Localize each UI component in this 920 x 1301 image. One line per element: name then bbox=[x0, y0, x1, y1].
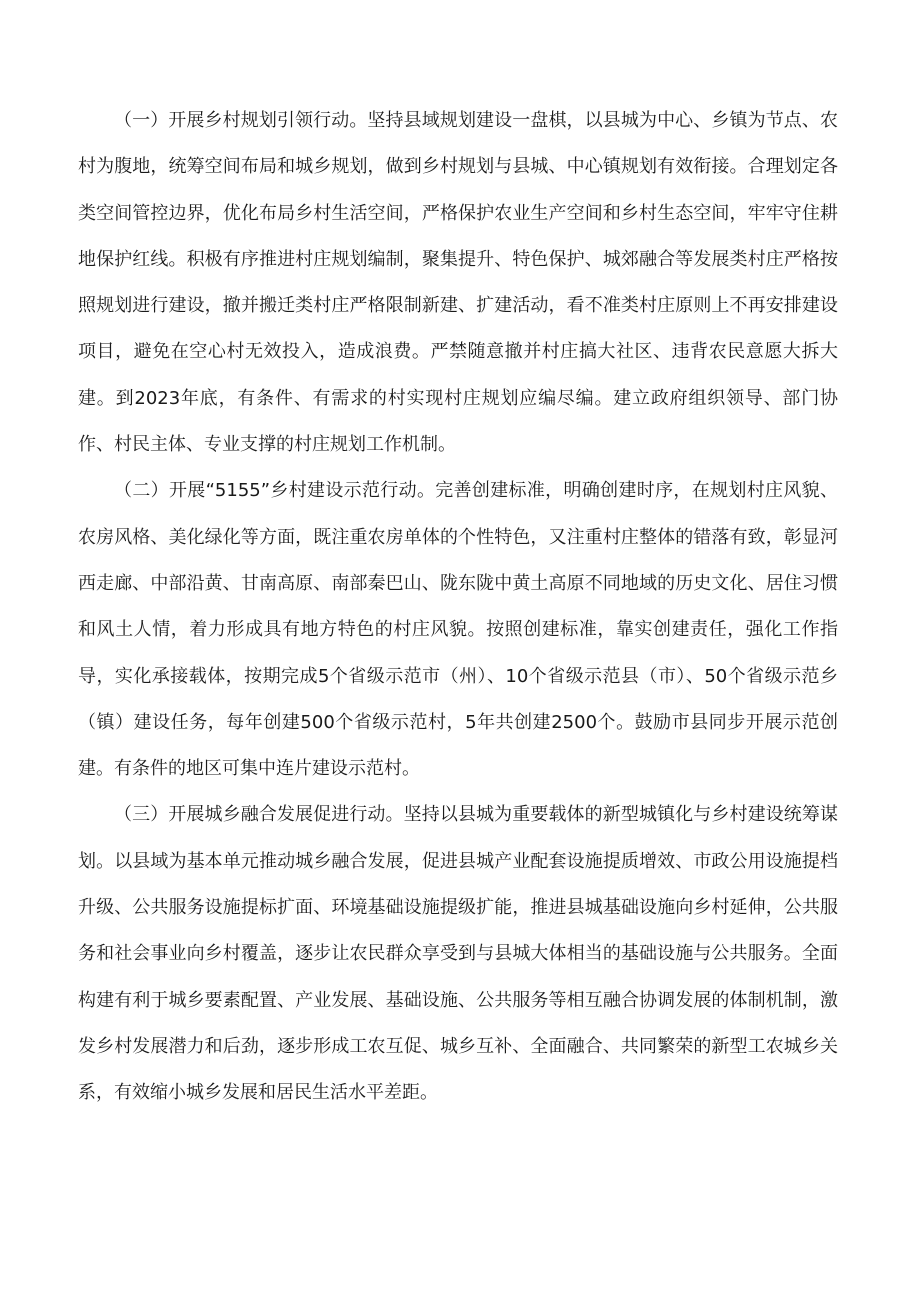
paragraph-urban-rural-integration-action: （三）开展城乡融合发展促进行动。坚持以县城为重要载体的新型城镇化与乡村建设统筹谋划。以县域为基本单元推动城乡融合发展，促进县城产业配套设施提质增效、市政公用设施提档升级、公共服务设施提标扩面、环境基础设施提级扩能，推进县城基础设施向乡村延伸，公共服务和社会事业向乡村覆盖，逐步让农民群众享受到与县城大体相当的基础设施与公共服务。全面构建有利于城乡要素配置、产业发展、基础设施、公共服务等相互融合协调发展的体制机制，激发乡村发展潜力和后劲，逐步形成工农互促、城乡互补、全面融合、共同繁荣的新型工农城乡关系，有效缩小城乡发展和居民生活水平差距。 bbox=[78, 804, 838, 1104]
paragraph-planning-action: （一）开展乡村规划引领行动。坚持县域规划建设一盘棋，以县城为中心、乡镇为节点、农村为腹地，统筹空间布局和城乡规划，做到乡村规划与县城、中心镇规划有效衔接。合理划定各类空间管控边界，优化布局乡村生活空间，严格保护农业生产空间和乡村生态空间，牢牢守住耕地保护红线。积极有序推进村庄规划编制，聚集提升、特色保护、城郊融合等发展类村庄严格按照规划进行建设，撤并搬迁类村庄严格限制新建、扩建活动，看不准类村庄原则上不再安排建设项目，避免在空心村无效投入，造成浪费。严禁随意撤并村庄搞大社区、违背农民意愿大拆大建。到2023年底，有条件、有需求的村实现村庄规划应编尽编。建立政府组织领导、部门协作、村民主体、专业支撑的村庄规划工作机制。 bbox=[78, 110, 838, 456]
document-page bbox=[78, 98, 838, 1117]
paragraph-5155-demonstration-action: （二）开展“5155”乡村建设示范行动。完善创建标准，明确创建时序，在规划村庄风貌、农房风格、美化绿化等方面，既注重农房单体的个性特色，又注重村庄整体的错落有致，彰显河西走廊、中部沿黄、甘南高原、南部秦巴山、陇东陇中黄土高原不同地域的历史文化、居住习惯和风土人情，着力形成具有地方特色的村庄风貌。按照创建标准，靠实创建责任，强化工作指导，实化承接载体，按期完成5个省级示范市（州）、10个省级示范县（市）、50个省级示范乡（镇）建设任务，每年创建500个省级示范村，5年共创建2500个。鼓励市县同步开展示范创建。有条件的地区可集中连片建设示范村。 bbox=[78, 480, 838, 780]
